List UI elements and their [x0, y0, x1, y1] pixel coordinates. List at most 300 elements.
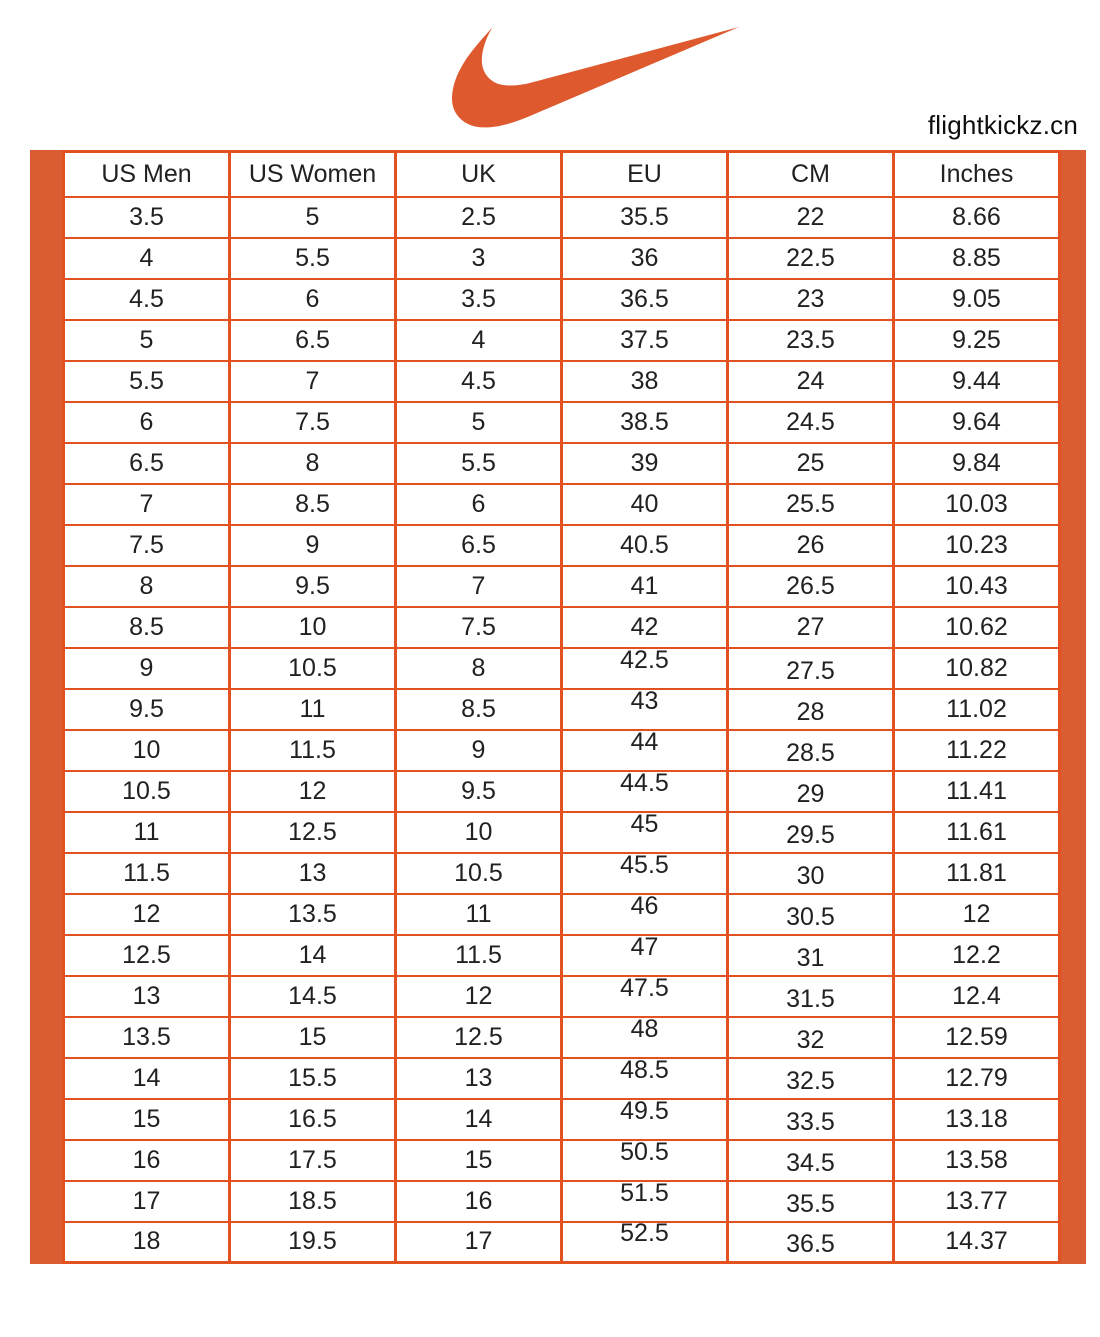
table-cell: [894, 853, 1060, 894]
cell-value: 4.5: [129, 284, 164, 313]
table-row: [64, 197, 1060, 238]
table-cell: [894, 976, 1060, 1017]
cell-value: 4: [139, 243, 154, 272]
table-cell: [728, 730, 894, 771]
cell-value: 13.18: [945, 1104, 1008, 1133]
table-cell: [562, 1178, 728, 1222]
table-cell: [728, 976, 894, 1017]
table-cell: [230, 279, 396, 320]
table-cell: [64, 1140, 230, 1181]
table-cell: [894, 689, 1060, 730]
cell-value: 52.5: [620, 1219, 669, 1248]
cell-value: 35.5: [786, 1189, 835, 1218]
table-cell: [894, 525, 1060, 566]
table-cell: [562, 279, 728, 320]
cell-value: 12.79: [945, 1063, 1008, 1092]
table-cell: [230, 197, 396, 238]
table-cell: [728, 525, 894, 566]
table-row: [64, 771, 1060, 812]
cell-value: 9.25: [952, 325, 1001, 354]
cell-value: 6: [139, 407, 154, 436]
cell-value: 4.5: [461, 366, 496, 395]
cell-value: 29: [796, 779, 825, 808]
cell-value: 7: [305, 366, 320, 395]
table-cell: [894, 1140, 1060, 1181]
table-cell: [64, 648, 230, 689]
table-cell: [728, 197, 894, 238]
table-row: [64, 566, 1060, 607]
cell-value: 9.64: [952, 407, 1001, 436]
cell-value: 14: [132, 1063, 161, 1092]
table-row: [64, 894, 1060, 935]
cell-value: 6.5: [295, 325, 330, 354]
table-cell: [396, 197, 562, 238]
cell-value: 9.5: [295, 571, 330, 600]
cell-value: 13: [464, 1063, 493, 1092]
table-cell: [230, 935, 396, 976]
cell-value: 10: [464, 817, 493, 846]
column-header-label: EU: [627, 159, 662, 188]
table-row: [64, 1222, 1060, 1263]
table-cell: [562, 1137, 728, 1181]
table-cell: [64, 689, 230, 730]
cell-value: 10.23: [945, 530, 1008, 559]
cell-value: 12.5: [122, 940, 171, 969]
table-cell: [230, 443, 396, 484]
cell-value: 36: [630, 243, 659, 272]
cell-value: 36.5: [786, 1230, 835, 1259]
table-cell: [396, 812, 562, 853]
table-cell: [64, 853, 230, 894]
table-cell: [396, 935, 562, 976]
cell-value: 10: [132, 735, 161, 764]
table-cell: [562, 973, 728, 1017]
cell-value: 40.5: [620, 530, 669, 559]
cell-value: 15: [132, 1104, 161, 1133]
cell-value: 9: [139, 653, 154, 682]
cell-value: 11.41: [946, 776, 1007, 805]
cell-value: 17: [132, 1186, 161, 1215]
table-cell: [230, 607, 396, 648]
cell-value: 30: [796, 861, 825, 890]
cell-value: 23.5: [786, 325, 835, 354]
cell-value: 3.5: [461, 284, 496, 313]
table-cell: [728, 648, 894, 689]
cell-value: 6: [471, 489, 486, 518]
table-cell: [894, 361, 1060, 402]
cell-value: 31: [796, 943, 825, 972]
table-cell: [64, 1099, 230, 1140]
table-cell: [894, 484, 1060, 525]
cell-value: 17.5: [288, 1145, 337, 1174]
table-row: [64, 484, 1060, 525]
cell-value: 14: [464, 1104, 493, 1133]
table-cell: [396, 1017, 562, 1058]
cell-value: 12.4: [952, 981, 1001, 1010]
cell-value: 12: [132, 899, 161, 928]
table-cell: [894, 320, 1060, 361]
table-cell: [894, 238, 1060, 279]
column-header: [562, 152, 728, 197]
cell-value: 7: [139, 489, 154, 518]
cell-value: 5: [471, 407, 486, 436]
table-cell: [562, 727, 728, 771]
size-chart-band: [30, 150, 1086, 1264]
column-header: [64, 152, 230, 197]
cell-value: 8: [471, 653, 486, 682]
table-row: [64, 443, 1060, 484]
cell-value: 15: [298, 1022, 327, 1051]
table-cell: [64, 1017, 230, 1058]
table-cell: [64, 566, 230, 607]
cell-value: 22.5: [786, 243, 835, 272]
table-cell: [64, 238, 230, 279]
cell-value: 50.5: [620, 1137, 669, 1166]
column-header-label: Inches: [939, 159, 1014, 188]
cell-value: 25.5: [786, 489, 835, 518]
cell-value: 5.5: [461, 448, 496, 477]
cell-value: 33.5: [786, 1107, 835, 1136]
table-cell: [64, 976, 230, 1017]
cell-value: 15.5: [288, 1063, 337, 1092]
size-conversion-table: [62, 150, 1061, 1264]
cell-value: 30.5: [786, 902, 835, 931]
table-cell: [396, 484, 562, 525]
table-cell: [728, 607, 894, 648]
table-cell: [230, 320, 396, 361]
cell-value: 32.5: [786, 1066, 835, 1095]
table-cell: [562, 525, 728, 566]
cell-value: 40: [630, 489, 659, 518]
cell-value: 25: [796, 448, 825, 477]
cell-value: 8.5: [461, 694, 496, 723]
cell-value: 47: [630, 932, 659, 961]
table-cell: [728, 1099, 894, 1140]
table-cell: [64, 1222, 230, 1263]
cell-value: 41: [630, 571, 659, 600]
cell-value: 42: [630, 612, 659, 641]
table-row: [64, 853, 1060, 894]
column-header-label: US Women: [248, 159, 377, 188]
table-cell: [64, 279, 230, 320]
cell-value: 13: [132, 981, 161, 1010]
cell-value: 48: [630, 1014, 659, 1043]
table-row: [64, 607, 1060, 648]
cell-value: 4: [471, 325, 486, 354]
table-cell: [728, 689, 894, 730]
table-row: [64, 935, 1060, 976]
table-cell: [728, 1017, 894, 1058]
table-cell: [562, 1014, 728, 1058]
cell-value: 16: [464, 1186, 493, 1215]
cell-value: 5.5: [295, 243, 330, 272]
cell-value: 16: [132, 1145, 161, 1174]
cell-value: 13.5: [122, 1022, 171, 1051]
table-cell: [894, 1181, 1060, 1222]
table-cell: [894, 1222, 1060, 1263]
table-row: [64, 402, 1060, 443]
column-header: [230, 152, 396, 197]
table-row: [64, 525, 1060, 566]
cell-value: 18: [132, 1227, 161, 1256]
cell-value: 36.5: [620, 284, 669, 313]
table-row: [64, 648, 1060, 689]
table-cell: [562, 484, 728, 525]
table-cell: [562, 809, 728, 853]
table-cell: [64, 197, 230, 238]
cell-value: 13.58: [945, 1145, 1008, 1174]
cell-value: 37.5: [620, 325, 669, 354]
table-cell: [894, 894, 1060, 935]
table-cell: [728, 238, 894, 279]
table-row: [64, 1181, 1060, 1222]
table-cell: [894, 730, 1060, 771]
table-cell: [894, 771, 1060, 812]
table-cell: [562, 607, 728, 648]
table-cell: [230, 1099, 396, 1140]
cell-value: 7.5: [129, 530, 164, 559]
cell-value: 9.05: [952, 284, 1001, 313]
cell-value: 26: [796, 530, 825, 559]
table-cell: [396, 771, 562, 812]
cell-value: 43: [630, 686, 659, 715]
table-cell: [396, 525, 562, 566]
cell-value: 35.5: [620, 202, 669, 231]
table-cell: [230, 484, 396, 525]
table-row: [64, 361, 1060, 402]
cell-value: 19.5: [288, 1227, 337, 1256]
column-header-label: CM: [791, 159, 830, 188]
table-cell: [230, 1222, 396, 1263]
table-cell: [562, 768, 728, 812]
table-cell: [64, 361, 230, 402]
cell-value: 12.59: [945, 1022, 1008, 1051]
table-cell: [230, 1181, 396, 1222]
table-cell: [64, 484, 230, 525]
cell-value: 12: [298, 776, 327, 805]
cell-value: 11.02: [946, 694, 1007, 723]
table-cell: [562, 1219, 728, 1263]
table-cell: [562, 238, 728, 279]
nike-swoosh-icon: [452, 16, 739, 130]
cell-value: 13.5: [288, 899, 337, 928]
table-cell: [728, 1181, 894, 1222]
cell-value: 10: [298, 612, 327, 641]
cell-value: 5: [139, 325, 154, 354]
cell-value: 15: [464, 1145, 493, 1174]
cell-value: 5: [305, 202, 320, 231]
left-accent-bar: [30, 150, 62, 1264]
cell-value: 7.5: [295, 407, 330, 436]
cell-value: 45.5: [620, 850, 669, 879]
cell-value: 2.5: [461, 202, 496, 231]
table-cell: [230, 1017, 396, 1058]
table-cell: [230, 402, 396, 443]
table-cell: [728, 1058, 894, 1099]
table-row: [64, 1140, 1060, 1181]
table-cell: [64, 935, 230, 976]
table-cell: [230, 566, 396, 607]
table-cell: [396, 1181, 562, 1222]
table-cell: [64, 812, 230, 853]
table-cell: [894, 1058, 1060, 1099]
table-cell: [728, 1222, 894, 1263]
cell-value: 8.5: [295, 489, 330, 518]
table-cell: [230, 525, 396, 566]
cell-value: 13: [298, 858, 327, 887]
website-watermark: flightkickz.cn: [927, 110, 1078, 140]
table-cell: [894, 197, 1060, 238]
table-cell: [396, 443, 562, 484]
table-cell: [728, 812, 894, 853]
cell-value: 11.81: [946, 858, 1007, 887]
cell-value: 11.61: [946, 817, 1007, 846]
table-cell: [728, 361, 894, 402]
table-cell: [230, 238, 396, 279]
table-cell: [728, 320, 894, 361]
table-row: [64, 730, 1060, 771]
table-cell: [728, 853, 894, 894]
table-cell: [562, 566, 728, 607]
cell-value: 14.37: [945, 1227, 1008, 1256]
cell-value: 9: [305, 530, 320, 559]
cell-value: 28: [796, 697, 825, 726]
header-row: [64, 152, 1060, 197]
table-cell: [230, 689, 396, 730]
table-cell: [230, 812, 396, 853]
table-cell: [728, 1140, 894, 1181]
table-cell: [396, 279, 562, 320]
table-row: [64, 976, 1060, 1017]
cell-value: 31.5: [786, 984, 835, 1013]
table-cell: [894, 812, 1060, 853]
table-cell: [396, 238, 562, 279]
table-cell: [562, 1055, 728, 1099]
cell-value: 51.5: [620, 1178, 669, 1207]
cell-value: 49.5: [620, 1096, 669, 1125]
cell-value: 12: [962, 899, 991, 928]
table-cell: [894, 402, 1060, 443]
table-cell: [230, 1058, 396, 1099]
table-cell: [728, 402, 894, 443]
cell-value: 11: [133, 817, 160, 846]
cell-value: 8.5: [129, 612, 164, 641]
cell-value: 16.5: [288, 1104, 337, 1133]
cell-value: 9: [471, 735, 486, 764]
table-cell: [396, 361, 562, 402]
table-cell: [396, 320, 562, 361]
table-cell: [894, 443, 1060, 484]
table-cell: [396, 566, 562, 607]
cell-value: 3: [471, 243, 486, 272]
table-row: [64, 689, 1060, 730]
table-cell: [64, 730, 230, 771]
cell-value: 44.5: [620, 768, 669, 797]
table-cell: [728, 894, 894, 935]
cell-value: 9.5: [461, 776, 496, 805]
cell-value: 9.5: [129, 694, 164, 723]
cell-value: 14.5: [288, 981, 337, 1010]
table-cell: [230, 853, 396, 894]
cell-value: 24.5: [786, 407, 835, 436]
table-row: [64, 1058, 1060, 1099]
cell-value: 10.5: [454, 858, 503, 887]
cell-value: 23: [796, 284, 825, 313]
cell-value: 12.5: [288, 817, 337, 846]
cell-value: 10.82: [945, 653, 1008, 682]
cell-value: 34.5: [786, 1148, 835, 1177]
cell-value: 46: [630, 891, 659, 920]
cell-value: 10.62: [945, 612, 1008, 641]
column-header: [728, 152, 894, 197]
cell-value: 13.77: [945, 1186, 1008, 1215]
cell-value: 39: [630, 448, 659, 477]
table-cell: [396, 1099, 562, 1140]
table-cell: [64, 525, 230, 566]
table-cell: [562, 932, 728, 976]
cell-value: 29.5: [786, 820, 835, 849]
table-cell: [728, 443, 894, 484]
cell-value: 10.43: [945, 571, 1008, 600]
table-cell: [894, 1017, 1060, 1058]
table-cell: [64, 402, 230, 443]
table-cell: [894, 648, 1060, 689]
table-cell: [230, 894, 396, 935]
table-cell: [728, 771, 894, 812]
cell-value: 45: [630, 809, 659, 838]
column-header-label: US Men: [101, 159, 192, 188]
cell-value: 32: [796, 1025, 825, 1054]
cell-value: 17: [464, 1227, 493, 1256]
cell-value: 8.85: [952, 243, 1001, 272]
column-header-label: UK: [461, 159, 496, 188]
table-cell: [562, 1096, 728, 1140]
cell-value: 27: [796, 612, 825, 641]
table-cell: [894, 935, 1060, 976]
table-cell: [396, 894, 562, 935]
table-row: [64, 238, 1060, 279]
table-cell: [64, 894, 230, 935]
table-cell: [728, 566, 894, 607]
table-cell: [64, 1058, 230, 1099]
table-cell: [396, 689, 562, 730]
cell-value: 8.66: [952, 202, 1001, 231]
table-cell: [396, 1222, 562, 1263]
table-cell: [230, 361, 396, 402]
table-cell: [562, 197, 728, 238]
table-row: [64, 279, 1060, 320]
cell-value: 18.5: [288, 1186, 337, 1215]
table-cell: [230, 1140, 396, 1181]
table-cell: [562, 850, 728, 894]
table-cell: [396, 730, 562, 771]
cell-value: 14: [298, 940, 327, 969]
table-cell: [562, 402, 728, 443]
cell-value: 27.5: [786, 656, 835, 685]
table-cell: [64, 771, 230, 812]
table-cell: [562, 443, 728, 484]
right-accent-bar: [1061, 150, 1086, 1264]
cell-value: 11.5: [123, 858, 170, 887]
column-header: [396, 152, 562, 197]
table-cell: [230, 771, 396, 812]
table-cell: [64, 443, 230, 484]
table-cell: [894, 279, 1060, 320]
table-cell: [728, 484, 894, 525]
cell-value: 38.5: [620, 407, 669, 436]
table-cell: [64, 1181, 230, 1222]
cell-value: 11.5: [455, 940, 502, 969]
